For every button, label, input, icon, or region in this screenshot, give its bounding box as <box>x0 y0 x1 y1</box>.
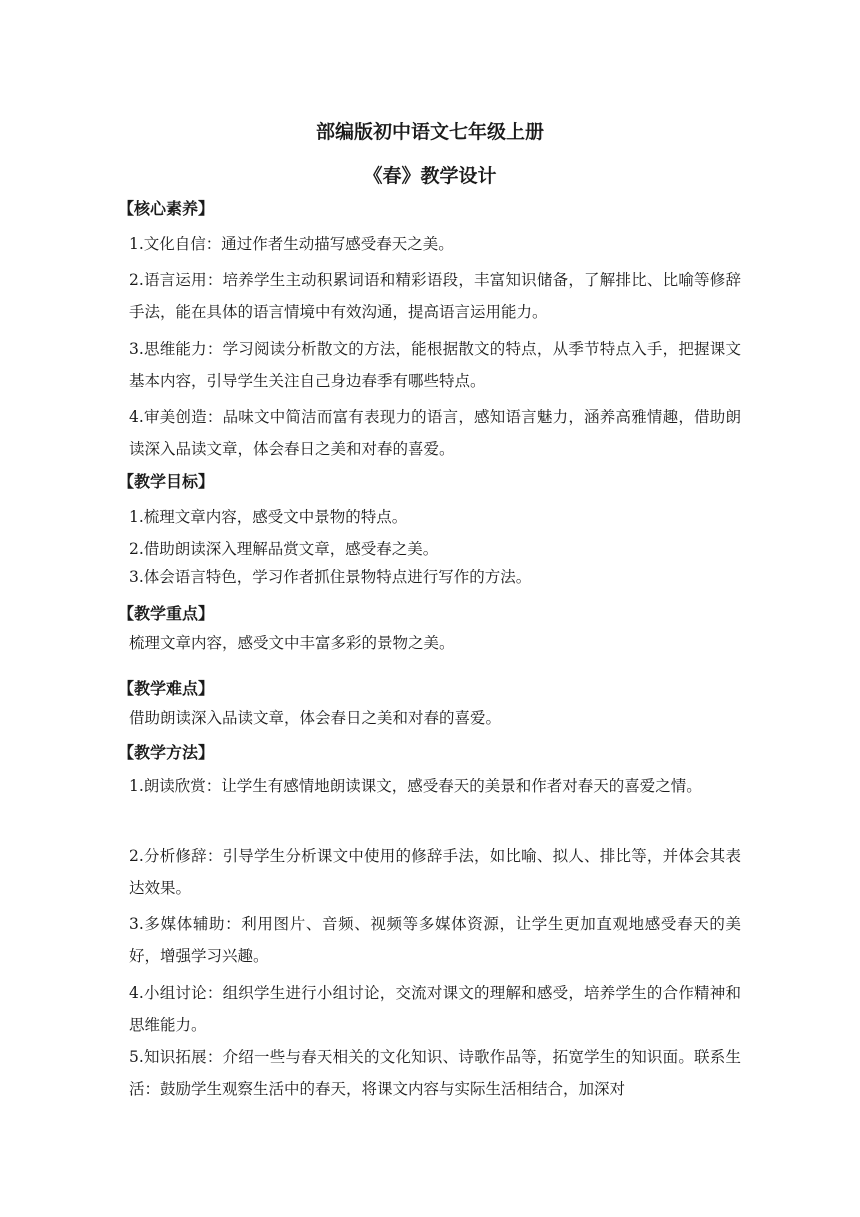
document-subtitle: 《春》教学设计 <box>363 165 497 187</box>
method-item-3: 3.多媒体辅助：利用图片、音频、视频等多媒体资源，让学生更加直观地感受春天的美好，增强学习兴趣。 <box>129 915 741 965</box>
core-item-3: 3.思维能力：学习阅读分析散文的方法，能根据散文的特点，从季节特点入手，把握课文基本内容，引导学生关注自己身边春季有哪些特点。 <box>129 340 741 390</box>
core-item-2: 2.语言运用：培养学生主动积累词语和精彩语段，丰富知识储备，了解排比、比喻等修辞手法，能在具体的语言情境中有效沟通，提高语言运用能力。 <box>129 271 741 321</box>
goal-item-1: 1.梳理文章内容，感受文中景物的特点。 <box>129 508 408 526</box>
section-heading-methods: 【教学方法】 <box>118 743 215 762</box>
document-title: 部编版初中语文七年级上册 <box>315 121 544 143</box>
key-point-text: 梳理文章内容，感受文中丰富多彩的景物之美。 <box>129 634 455 652</box>
section-heading-core: 【核心素养】 <box>118 199 215 218</box>
goal-item-2: 2.借助朗读深入理解品赏文章，感受春之美。 <box>129 540 439 558</box>
method-item-4: 4.小组讨论：组织学生进行小组讨论，交流对课文的理解和感受，培养学生的合作精神和思维能力。 <box>129 984 741 1034</box>
section-heading-difficulty: 【教学难点】 <box>118 679 215 698</box>
method-item-5: 5.知识拓展：介绍一些与春天相关的文化知识、诗歌作品等，拓宽学生的知识面。联系生活：鼓励学生观察生活中的春天，将课文内容与实际生活相结合，加深对 <box>129 1048 741 1098</box>
core-item-4: 4.审美创造：品味文中简洁而富有表现力的语言，感知语言魅力，涵养高雅情趣，借助朗读深入品读文章，体会春日之美和对春的喜爱。 <box>129 408 741 458</box>
method-item-1: 1.朗读欣赏：让学生有感情地朗读课文，感受春天的美景和作者对春天的喜爱之情。 <box>129 777 702 795</box>
difficulty-text: 借助朗读深入品读文章，体会春日之美和对春的喜爱。 <box>129 709 502 727</box>
goal-item-3: 3.体会语言特色，学习作者抓住景物特点进行写作的方法。 <box>129 568 532 586</box>
method-item-2: 2.分析修辞：引导学生分析课文中使用的修辞手法，如比喻、拟人、排比等，并体会其表达效果。 <box>129 847 741 897</box>
core-item-1: 1.文化自信：通过作者生动描写感受春天之美。 <box>129 235 454 253</box>
section-heading-key: 【教学重点】 <box>118 604 215 623</box>
section-heading-goals: 【教学目标】 <box>118 472 215 491</box>
